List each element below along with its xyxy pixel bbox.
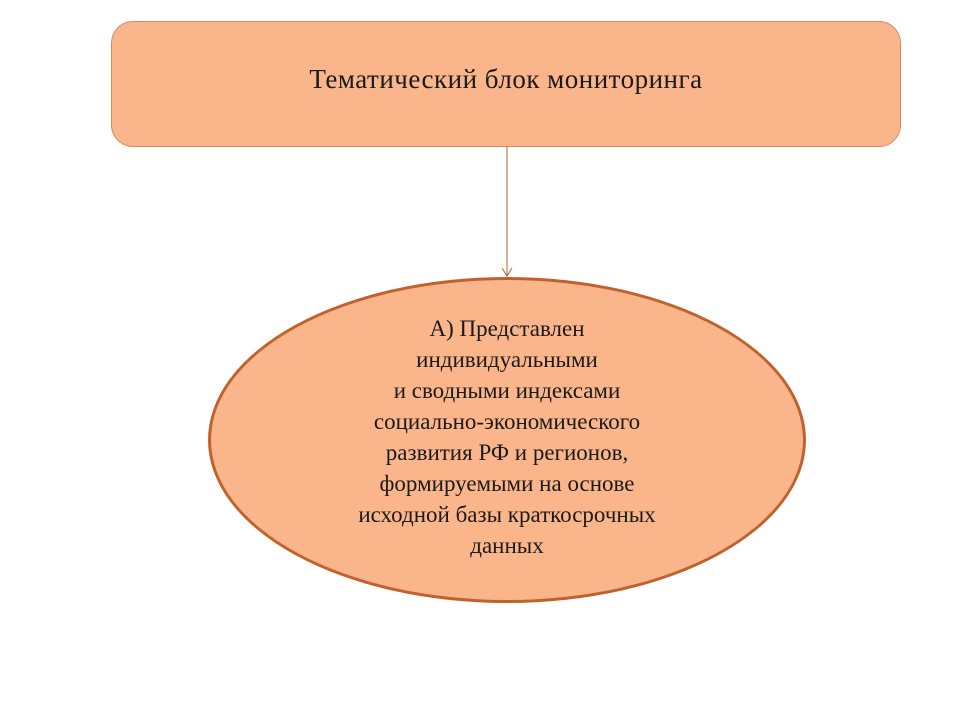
description-ellipse: [208, 277, 806, 603]
title-box: [111, 21, 901, 147]
description-line: развития РФ и регионов,: [385, 440, 629, 465]
description-line: формируемыми на основе: [379, 471, 635, 496]
description-line: А) Представлен: [429, 316, 585, 341]
arrow-head-icon: [502, 268, 512, 276]
description-line: социально-экономического: [373, 409, 641, 434]
description-line: индивидуальными: [416, 347, 598, 372]
description-line: исходной базы краткосрочных: [358, 502, 656, 527]
description-text: [358, 313, 655, 561]
title-text: Тематический блок мониторинга: [309, 63, 703, 94]
description-line: и сводными индексами: [393, 378, 621, 403]
description-line: данных: [470, 533, 544, 558]
